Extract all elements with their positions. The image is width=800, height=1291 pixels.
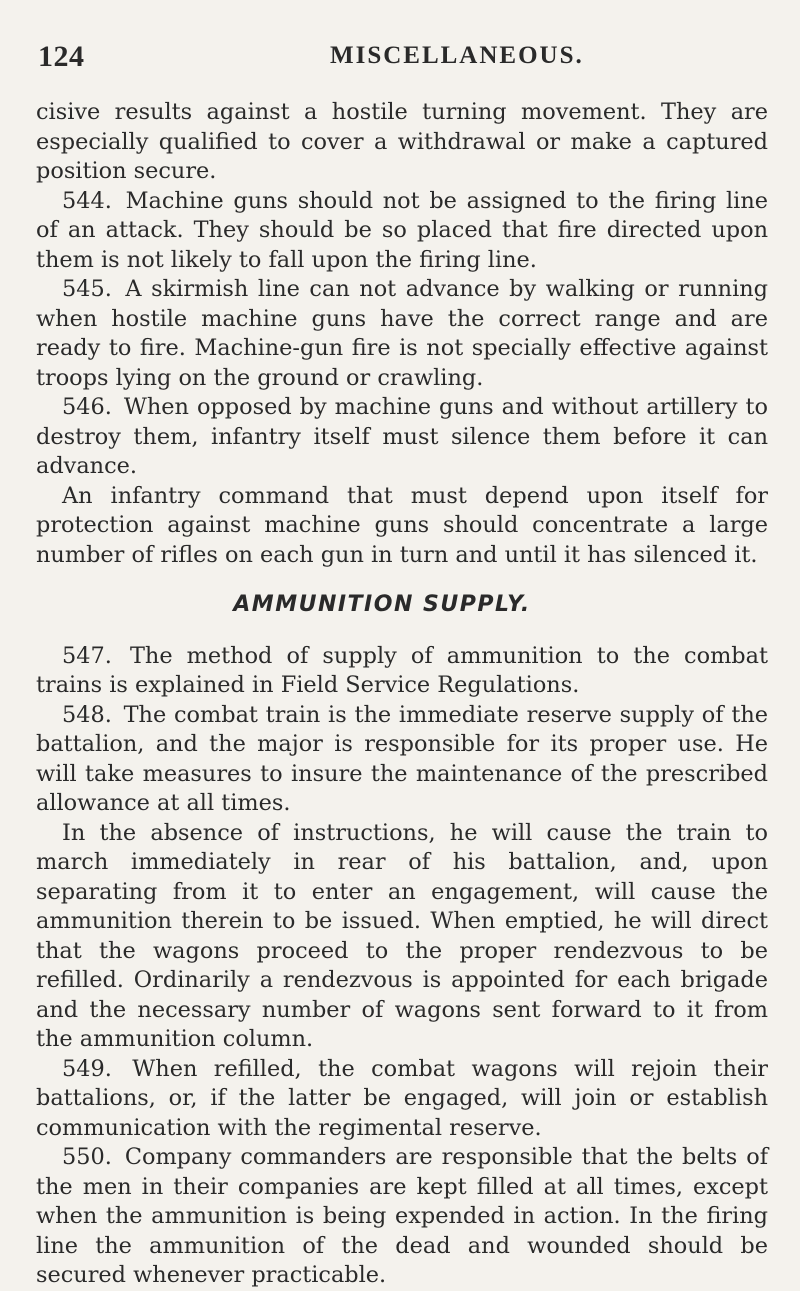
paragraph-number: 547. <box>62 642 112 669</box>
paragraph-number: 545. <box>62 276 112 302</box>
paragraph-547 <box>36 642 768 701</box>
paragraph-text: When opposed by machine guns and without artillery to destroy them, infantry itself must silence them before it can advance. <box>36 394 768 479</box>
paragraph-number: 546. <box>62 394 112 420</box>
body-text <box>36 98 768 1291</box>
paragraph-548 <box>36 701 768 819</box>
paragraph-549 <box>36 1055 768 1144</box>
paragraph-546 <box>36 393 768 482</box>
paragraph-number: 548. <box>62 701 112 728</box>
paragraph-548-continued: In the absence of instructions, he will cause the train to march immediately in rear of his battalion, and, upon separating from it to enter an engagement, will cause the ammunition therein to be issued. When emptied, he will direct that the wagons proceed to the proper rendezvous to be refilled. Ordinarily a rendezvous is appointed for each brigade and the necessary number of wagons sent forward to it from the ammunition column. <box>36 819 768 1052</box>
paragraph-number: 544. <box>62 187 112 214</box>
paragraph-number: 549. <box>62 1055 112 1082</box>
paragraph-text: Company commanders are responsible that the belts of the men in their companies are kept filled at all times, except when the ammunition is being expended in action. In the firing line the ammunition of the dead and wounded should be secured whenever practicable. <box>36 1144 768 1288</box>
paragraph-545 <box>36 275 768 393</box>
page-heading: MISCELLANEOUS. <box>330 42 584 69</box>
section-heading: AMMUNITION SUPPLY. <box>233 592 531 617</box>
paragraph-continued: cisive results against a hostile turning movement. They are especially qualified to cover a withdrawal or make a captured position secure. <box>36 99 768 184</box>
paragraph-546-continued: An infantry command that must depend upon itself for protection against machine guns should concentrate a large number of rifles on each gun in turn and until it has silenced it. <box>36 482 768 568</box>
paragraph-text: The method of supply of ammunition to the combat trains is explained in Field Service Regulations. <box>36 642 768 698</box>
paragraph-text: Machine guns should not be assigned to the firing line of an attack. They should be so placed that fire directed upon them is not likely to fall upon the firing line. <box>36 187 768 273</box>
page-number: 124 <box>38 40 85 73</box>
paragraph-544 <box>36 187 768 276</box>
paragraph-number: 550. <box>62 1144 112 1170</box>
paragraph-text: When refilled, the combat wagons will rejoin their battalions, or, if the latter be engaged, will join or establish communication with the regimental reserve. <box>36 1055 768 1141</box>
paragraph-550 <box>36 1143 768 1291</box>
running-head <box>0 40 800 80</box>
paragraph-text: The combat train is the immediate reserve supply of the battalion, and the major is responsible for its proper use. He will take measures to insure the maintenance of the prescribed allowance at all times. <box>36 701 768 816</box>
paragraph-text: A skirmish line can not advance by walking or running when hostile machine guns have the correct range and are ready to fire. Machine-gun fire is not specially effective against troops lying on the ground or crawling. <box>36 276 768 391</box>
